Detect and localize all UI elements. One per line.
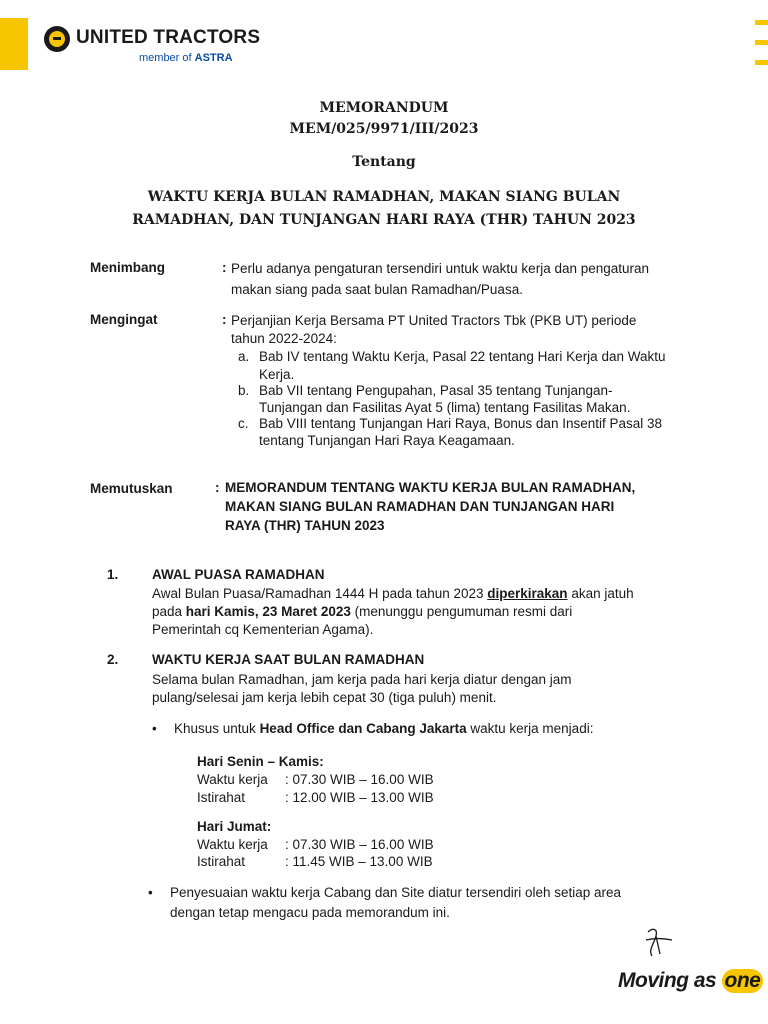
bullet-item: dengan tetap mengacu pada memorandum ini. bbox=[170, 905, 450, 920]
schedule-label: Istirahat bbox=[197, 790, 246, 805]
schedule-value: : 07.30 WIB – 16.00 WIB bbox=[285, 837, 434, 852]
mengingat-label: Mengingat bbox=[90, 312, 158, 327]
section-title: WAKTU KERJA SAAT BULAN RAMADHAN bbox=[152, 652, 425, 667]
list-item: Bab IV tentang Waktu Kerja, Pasal 22 tentang Hari Kerja dan Waktu bbox=[259, 349, 666, 364]
list-marker: b. bbox=[238, 383, 250, 398]
header-dash-decoration bbox=[755, 40, 768, 45]
bullet-icon: • bbox=[148, 885, 153, 900]
section-title: AWAL PUASA RAMADHAN bbox=[152, 567, 325, 582]
schedule-value: : 12.00 WIB – 13.00 WIB bbox=[285, 790, 434, 805]
bullet-item: Khusus untuk Head Office dan Cabang Jakarta waktu kerja menjadi: bbox=[174, 721, 594, 736]
brand-name: UNITED TRACTORS bbox=[76, 27, 261, 48]
header-dash-decoration bbox=[755, 20, 768, 25]
signature-initial-icon bbox=[638, 926, 674, 960]
schedule-label: Waktu kerja bbox=[197, 837, 268, 852]
footer-tagline: Moving as one bbox=[618, 969, 763, 993]
memutuskan-text: RAYA (THR) TAHUN 2023 bbox=[225, 518, 385, 533]
mengingat-colon: : bbox=[222, 312, 227, 327]
menimbang-text: makan siang pada saat bulan Ramadhan/Puasa. bbox=[231, 282, 523, 297]
mengingat-text: Perjanjian Kerja Bersama PT United Tractors Tbk (PKB UT) periode bbox=[231, 313, 637, 328]
list-item: Bab VIII tentang Tunjangan Hari Raya, Bonus dan Insentif Pasal 38 bbox=[259, 416, 663, 431]
section-paragraph: Selama bulan Ramadhan, jam kerja pada hari kerja diatur dengan jam bbox=[152, 672, 572, 687]
memo-subject-line: RAMADHAN, DAN TUNJANGAN HARI RAYA (THR) TAHUN 2023 bbox=[132, 212, 636, 228]
schedule-heading: Hari Senin – Kamis: bbox=[197, 754, 324, 769]
memutuskan-colon: : bbox=[215, 480, 220, 495]
menimbang-text: Perlu adanya pengaturan tersendiri untuk waktu kerja dan pengaturan bbox=[231, 261, 650, 276]
menimbang-label: Menimbang bbox=[90, 260, 166, 275]
list-item: tentang Tunjangan Hari Raya Keagamaan. bbox=[259, 433, 515, 448]
header-dash-decoration bbox=[755, 60, 768, 65]
list-marker: c. bbox=[238, 416, 249, 431]
section-paragraph: Awal Bulan Puasa/Ramadhan 1444 H pada tahun 2023 diperkirakan akan jatuh bbox=[152, 586, 634, 601]
list-marker: a. bbox=[238, 349, 250, 364]
memo-number: MEM/025/9971/III/2023 bbox=[289, 121, 479, 137]
bullet-icon: • bbox=[152, 721, 157, 736]
list-item: Kerja. bbox=[259, 367, 295, 382]
list-item: Bab VII tentang Pengupahan, Pasal 35 tentang Tunjangan- bbox=[259, 383, 613, 398]
list-item: Tunjangan dan Fasilitas Ayat 5 (lima) tentang Fasilitas Makan. bbox=[259, 400, 631, 415]
brand-subtitle: member of ASTRA bbox=[139, 52, 233, 64]
schedule-label: Waktu kerja bbox=[197, 772, 268, 787]
bullet-item: Penyesuaian waktu kerja Cabang dan Site diatur tersendiri oleh setiap area bbox=[170, 885, 622, 900]
section-paragraph: pulang/selesai jam kerja lebih cepat 30 (tiga puluh) menit. bbox=[152, 690, 497, 705]
memo-heading: MEMORANDUM bbox=[319, 100, 449, 116]
memutuskan-text: MEMORANDUM TENTANG WAKTU KERJA BULAN RAMADHAN, bbox=[225, 480, 636, 495]
memo-tentang: Tentang bbox=[352, 154, 416, 170]
memo-subject-line: WAKTU KERJA BULAN RAMADHAN, MAKAN SIANG BULAN bbox=[147, 189, 621, 205]
section-paragraph: Pemerintah cq Kementerian Agama). bbox=[152, 622, 374, 637]
schedule-value: : 07.30 WIB – 16.00 WIB bbox=[285, 772, 434, 787]
memutuskan-text: MAKAN SIANG BULAN RAMADHAN DAN TUNJANGAN HARI bbox=[225, 499, 615, 514]
section-number: 1. bbox=[107, 567, 119, 582]
schedule-value: : 11.45 WIB – 13.00 WIB bbox=[285, 854, 433, 869]
menimbang-colon: : bbox=[222, 260, 227, 275]
section-paragraph: pada hari Kamis, 23 Maret 2023 (menunggu pengumuman resmi dari bbox=[152, 604, 573, 619]
schedule-label: Istirahat bbox=[197, 854, 246, 869]
header-accent-bar bbox=[0, 18, 28, 70]
section-number: 2. bbox=[107, 652, 119, 667]
schedule-heading: Hari Jumat: bbox=[197, 819, 272, 834]
united-tractors-logo-icon bbox=[44, 26, 70, 52]
mengingat-text: tahun 2022-2024: bbox=[231, 331, 337, 346]
memutuskan-label: Memutuskan bbox=[90, 481, 173, 496]
